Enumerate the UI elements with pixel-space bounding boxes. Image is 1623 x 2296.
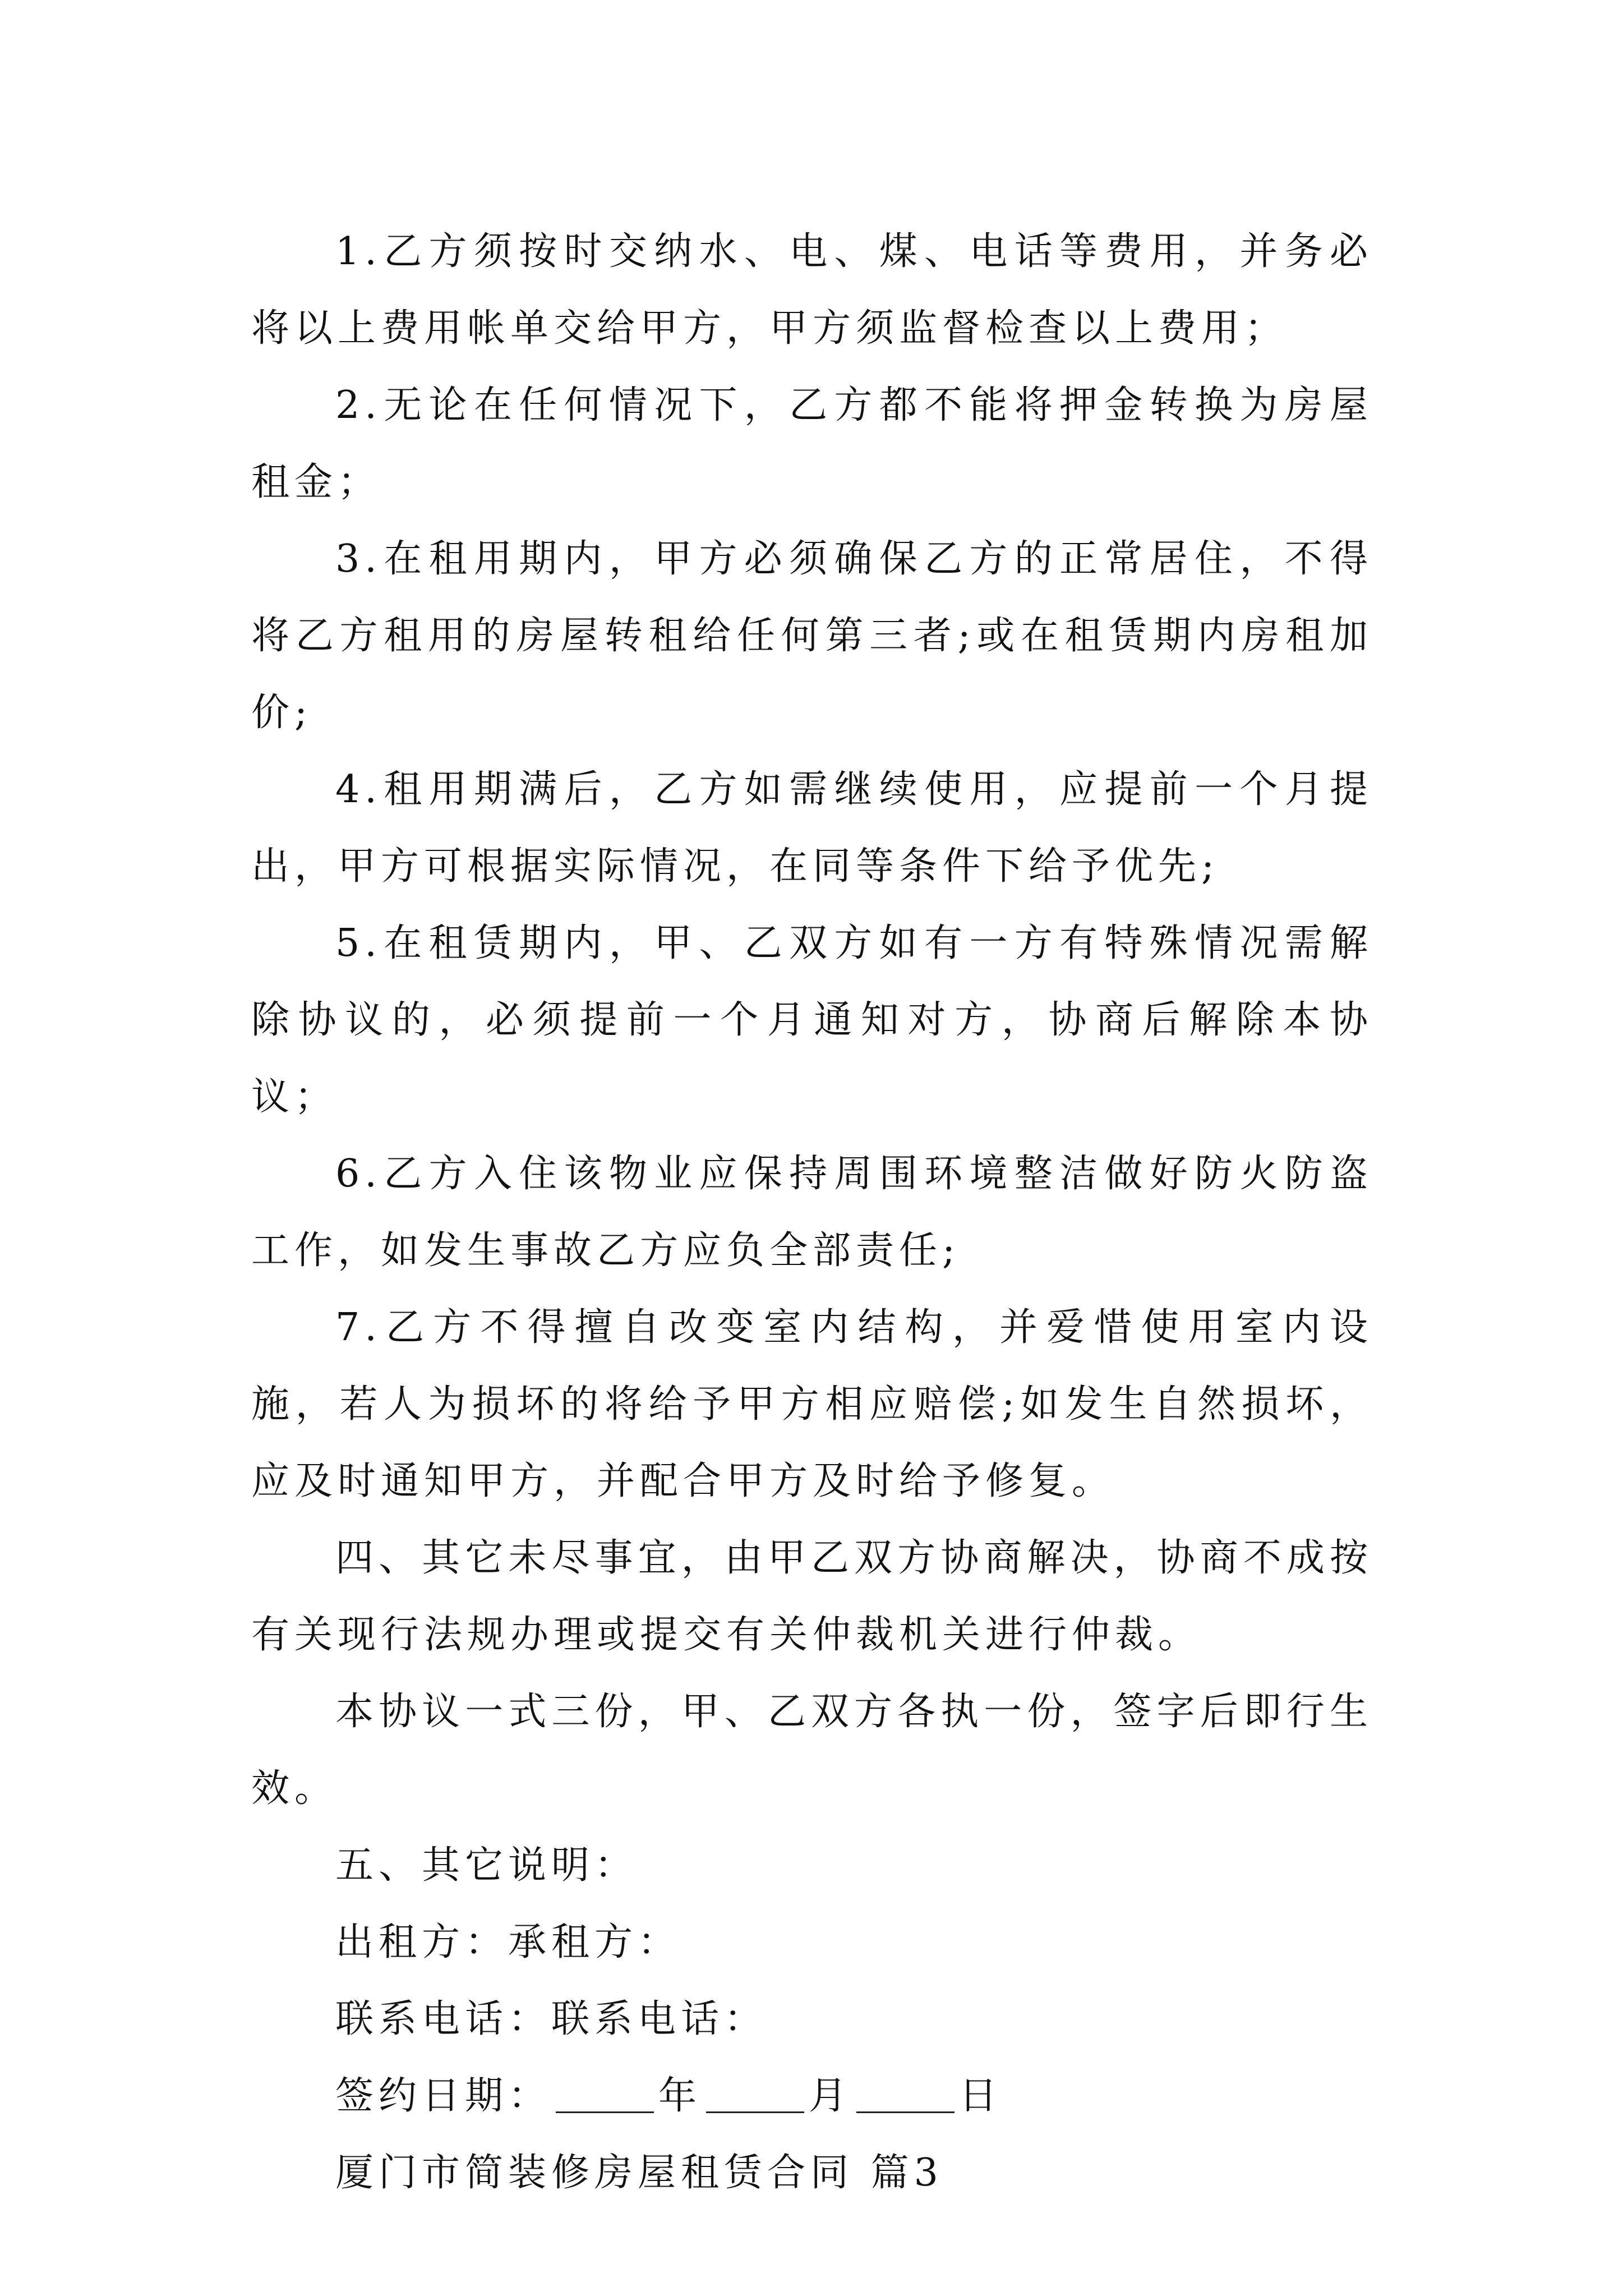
sign-date-line (251, 2058, 1373, 2134)
sign-date-label: 签约日期： (335, 2074, 552, 2118)
month-blank (706, 2073, 804, 2113)
phones-line: 联系电话：联系电话： (335, 1997, 768, 2041)
year-label: 年 (658, 2074, 702, 2118)
clause-1: 1.乙方须按时交纳水、电、煤、电话等费用，并务必将以上费用帐单交给甲方，甲方须监督检查以上费用； (251, 229, 1373, 351)
day-blank (856, 2073, 955, 2113)
other-notes-heading: 五、其它说明： (335, 1843, 638, 1888)
copies-statement: 本协议一式三份，甲、乙双方各执一份，签字后即行生效。 (251, 1690, 1373, 1811)
clause-2: 2.无论在任何情况下，乙方都不能将押金转换为房屋租金； (251, 383, 1373, 504)
clause-7: 7.乙方不得擅自改变室内结构，并爱惜使用室内设施，若人为损坏的将给予甲方相应赔偿;如发生自然损坏，应及时通知甲方，并配合甲方及时给予修复。 (251, 1305, 1373, 1503)
parties-line: 出租方：承租方： (335, 1920, 681, 1964)
month-label: 月 (809, 2074, 852, 2118)
clause-6: 6.乙方入住该物业应保持周围环境整洁做好防火防盗工作，如发生事故乙方应负全部责任; (251, 1152, 1373, 1273)
clause-5: 5.在租赁期内，甲、乙双方如有一方有特殊情况需解除协议的，必须提前一个月通知对方，协商后解除本协议； (251, 921, 1373, 1119)
clause-4: 4.租用期满后，乙方如需继续使用，应提前一个月提出，甲方可根据实际情况，在同等条件下给予优先; (251, 767, 1373, 889)
clause-3: 3.在租用期内，甲方必须确保乙方的正常居住，不得将乙方租用的房屋转租给任何第三者;或在租赁期内房租加价; (251, 537, 1373, 735)
document-body (251, 213, 1373, 2211)
next-section-title: 厦门市简装修房屋租赁合同 篇3 (335, 2151, 943, 2195)
year-blank (556, 2073, 654, 2113)
section-four: 四、其它未尽事宜，由甲乙双方协商解决，协商不成按有关现行法规办理或提交有关仲裁机关进行仲裁。 (251, 1536, 1373, 1657)
day-label: 日 (959, 2074, 1003, 2118)
